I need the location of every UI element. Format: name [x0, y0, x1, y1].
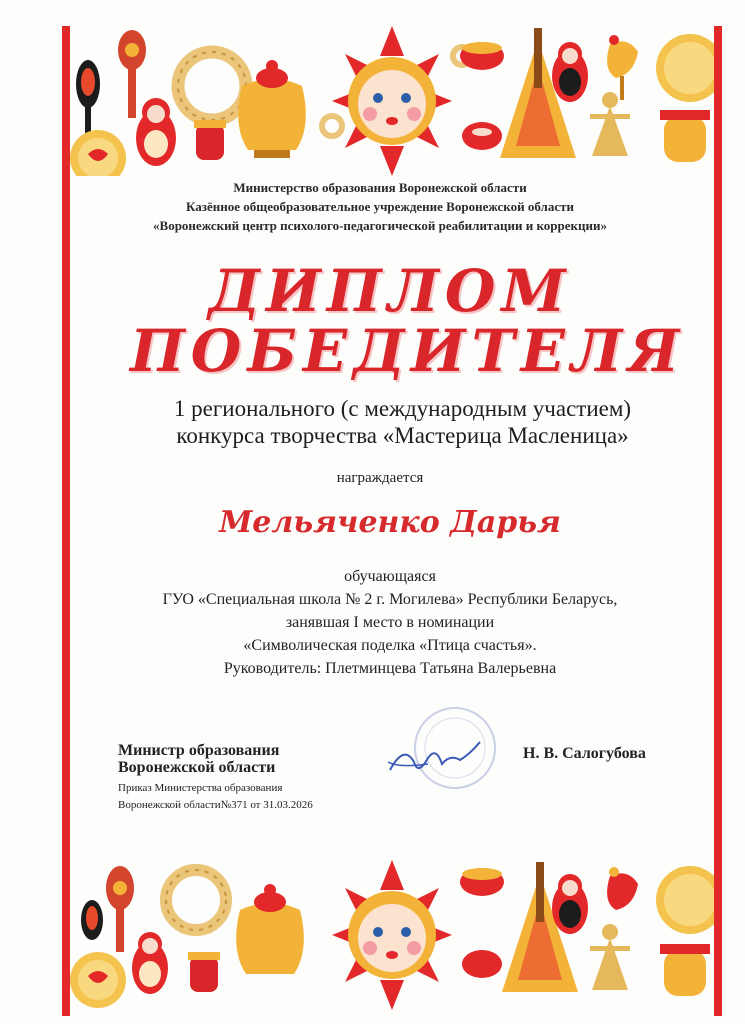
rooster-icon: [607, 867, 638, 910]
pancakes-icon: [656, 866, 714, 934]
details-line4: «Символическая поделка «Птица счастья».: [243, 637, 537, 654]
pancakes-icon: [656, 34, 714, 102]
signatory-role-line1: Министр образования: [118, 742, 280, 759]
bagel-icon: [178, 52, 246, 120]
spoon-icon: [106, 866, 134, 952]
order-line2: Воронежской области№371 от 31.03.2026: [118, 799, 313, 811]
diploma-title-line2: ПОБЕДИТЕЛЯ: [130, 317, 686, 385]
honey-pot-icon: [194, 120, 226, 160]
folk-decoration-bottom: [70, 860, 714, 1010]
honey-pot-icon: [460, 42, 504, 150]
matryoshka-icon: [132, 932, 168, 994]
matryoshka-icon: [552, 42, 588, 102]
honey-pot-icon: [188, 952, 220, 992]
contest-description: [80, 395, 725, 449]
rooster-icon: [607, 35, 638, 100]
honey-pot-icon: [660, 944, 710, 996]
contest-line1: 1 регионального (с международным участием): [173, 396, 632, 421]
recipient-name: Мельяченко Дарья: [219, 505, 561, 540]
details-line2: ГУО «Специальная школа № 2 г. Могилева» Республики Беларусь,: [162, 591, 618, 608]
order-line1: Приказ Министерства образования: [118, 782, 283, 794]
ministry-line: Министерство образования Воронежской области: [233, 180, 527, 195]
award-details: [80, 565, 700, 680]
pancakes-icon: [70, 130, 126, 176]
details-line5: Руководитель: Плетминцева Татьяна Валерьевна: [223, 660, 557, 677]
honey-pot-icon: [460, 868, 504, 978]
center-line: «Воронежский центр психолого-педагогической реабилитации и коррекции»: [153, 218, 607, 233]
details-line1: обучающаяся: [344, 568, 436, 585]
samovar-icon: [236, 884, 304, 974]
sun-face-icon: [332, 26, 452, 176]
honey-pot-icon: [660, 110, 710, 162]
folk-decoration-top: [70, 26, 714, 176]
awarded-label: награждается: [336, 470, 424, 486]
spoon-icon: [81, 900, 103, 940]
signatory-name: Н. В. Салогубова: [523, 745, 646, 762]
pancakes-icon: [70, 952, 126, 1008]
straw-doll-icon: [590, 92, 630, 156]
matryoshka-icon: [552, 874, 588, 934]
sun-face-icon: [332, 860, 452, 1010]
institution-line: Казённое общеобразовательное учреждение Воронежской области: [186, 199, 574, 214]
stamp-and-signature: [370, 700, 500, 800]
spoon-icon: [118, 30, 146, 118]
straw-doll-icon: [590, 924, 630, 990]
details-line3: занявшая I место в номинации: [285, 614, 495, 631]
order-reference: [118, 780, 313, 814]
matryoshka-icon: [136, 98, 176, 166]
signatory-block: [118, 742, 313, 814]
signatory-role-line2: Воронежской области: [118, 759, 276, 776]
bagel-icon: [166, 870, 226, 930]
issuer-header: [80, 178, 680, 235]
contest-line2: конкурса творчества «Мастерица Масленица»: [176, 423, 629, 448]
bagel-icon: [322, 116, 342, 136]
diploma-title-line1: ДИПЛОМ: [208, 257, 572, 325]
